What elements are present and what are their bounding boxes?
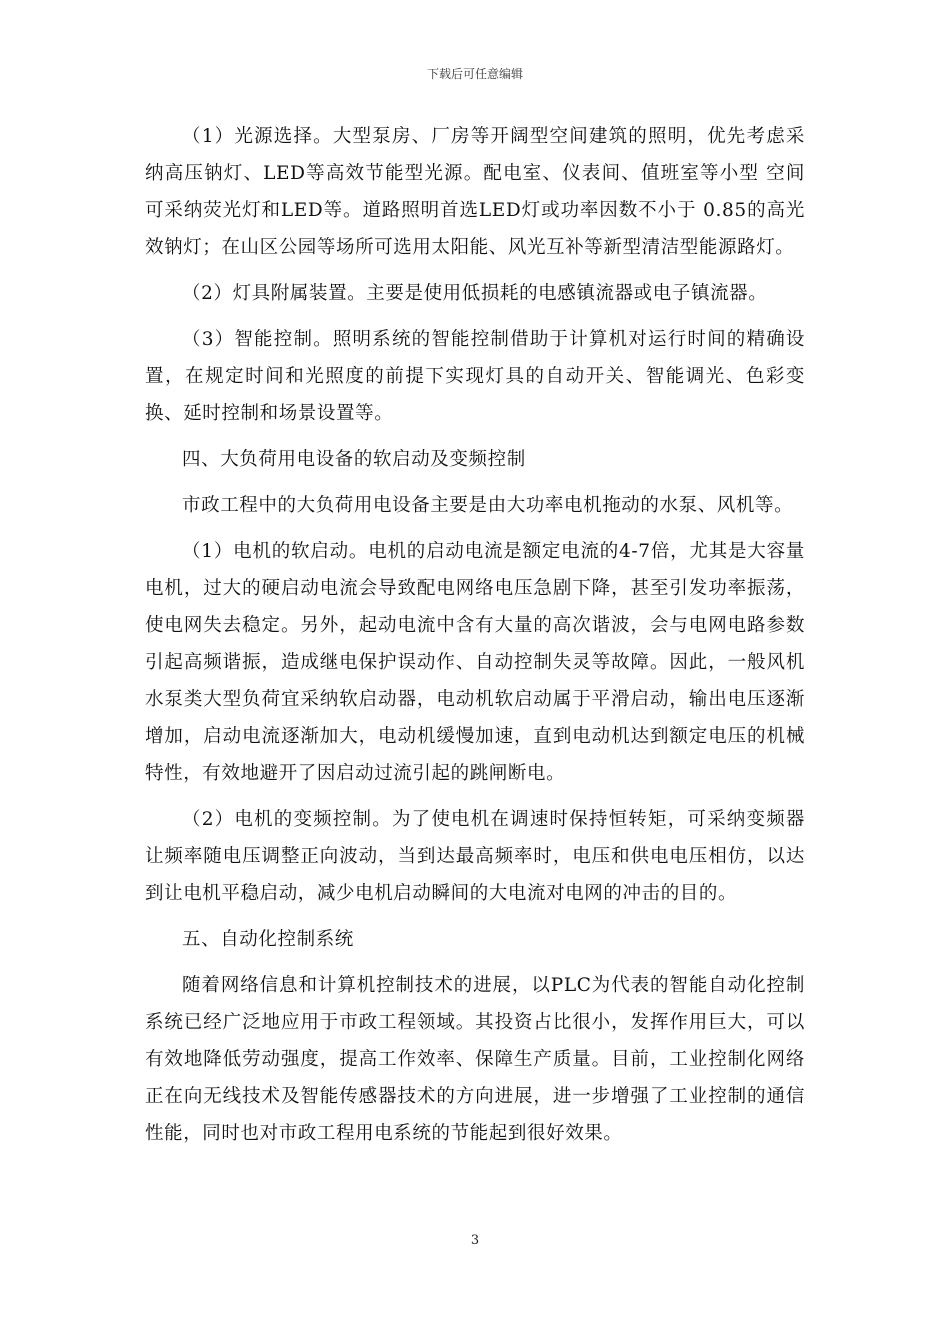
paragraph-heavy-load-equipment: 市政工程中的大负荷用电设备主要是由大功率电机拖动的水泵、风机等。 (182, 495, 794, 516)
page-number: 3 (470, 1233, 480, 1248)
paragraph-motor-frequency-control: （2）电机的变频控制。为了使电机在调速时保持恒转矩，可采纳变频器让频率随电压调整正向波动，当到达最高频率时，电压和供电电压相仿，以达到让电机平稳启动，减少电机启动瞬间的大电流对电网的冲击的目的。 (145, 809, 805, 904)
page-header: 下载后可任意编辑 (426, 67, 523, 81)
document-body (145, 118, 805, 1161)
paragraph-lamp-accessories: （2）灯具附属装置。主要是使用低损耗的电感镇流器或电子镇流器。 (182, 283, 768, 304)
paragraph-automation-system: 随着网络信息和计算机控制技术的进展，以PLC为代表的智能自动化控制系统已经广泛地应用于市政工程领域。其投资占比很小，发挥作用巨大，可以有效地降低劳动强度，提高工作效率、保障生产质量。目前，工业控制化网络正在向无线技术及智能传感器技术的方向进展，进一步增强了工业控制的通信性能，同时也对市政工程用电系统的节能起到很好效果。 (145, 975, 805, 1144)
section-heading-automation: 五、自动化控制系统 (182, 929, 354, 950)
paragraph-smart-control: （3）智能控制。照明系统的智能控制借助于计算机对运行时间的精确设置，在规定时间和光照度的前提下实现灯具的自动开关、智能调光、色彩变换、延时控制和场景设置等。 (145, 329, 805, 424)
paragraph-motor-soft-start: （1）电机的软启动。电机的启动电流是额定电流的4-7倍，尤其是大容量电机，过大的硬启动电流会导致配电网络电压急剧下降，甚至引发功率振荡，使电网失去稳定。另外，起动电流中含有大量的高次谐波，会与电网电路参数引起高频谐振，造成继电保护误动作、自动控制失灵等故障。因此，一般风机水泵类大型负荷宜采纳软启动器，电动机软启动属于平滑启动，输出电压逐渐增加，启动电流逐渐加大，电动机缓慢加速，直到电动机达到额定电压的机械特性，有效地避开了因启动过流引起的跳闸断电。 (145, 541, 805, 784)
paragraph-light-source-selection: （1）光源选择。大型泵房、厂房等开阔型空间建筑的照明，优先考虑采纳高压钠灯、LED等高效节能型光源。配电室、仪表间、值班室等小型 空间可采纳荧光灯和LED等。道路照明首选LED灯或功率因数不小于 0.85的高光效钠灯；在山区公园等场所可选用太阳能、风光互补等新型清洁型能源路灯。 (145, 126, 805, 258)
section-heading-soft-start: 四、大负荷用电设备的软启动及变频控制 (182, 449, 526, 470)
